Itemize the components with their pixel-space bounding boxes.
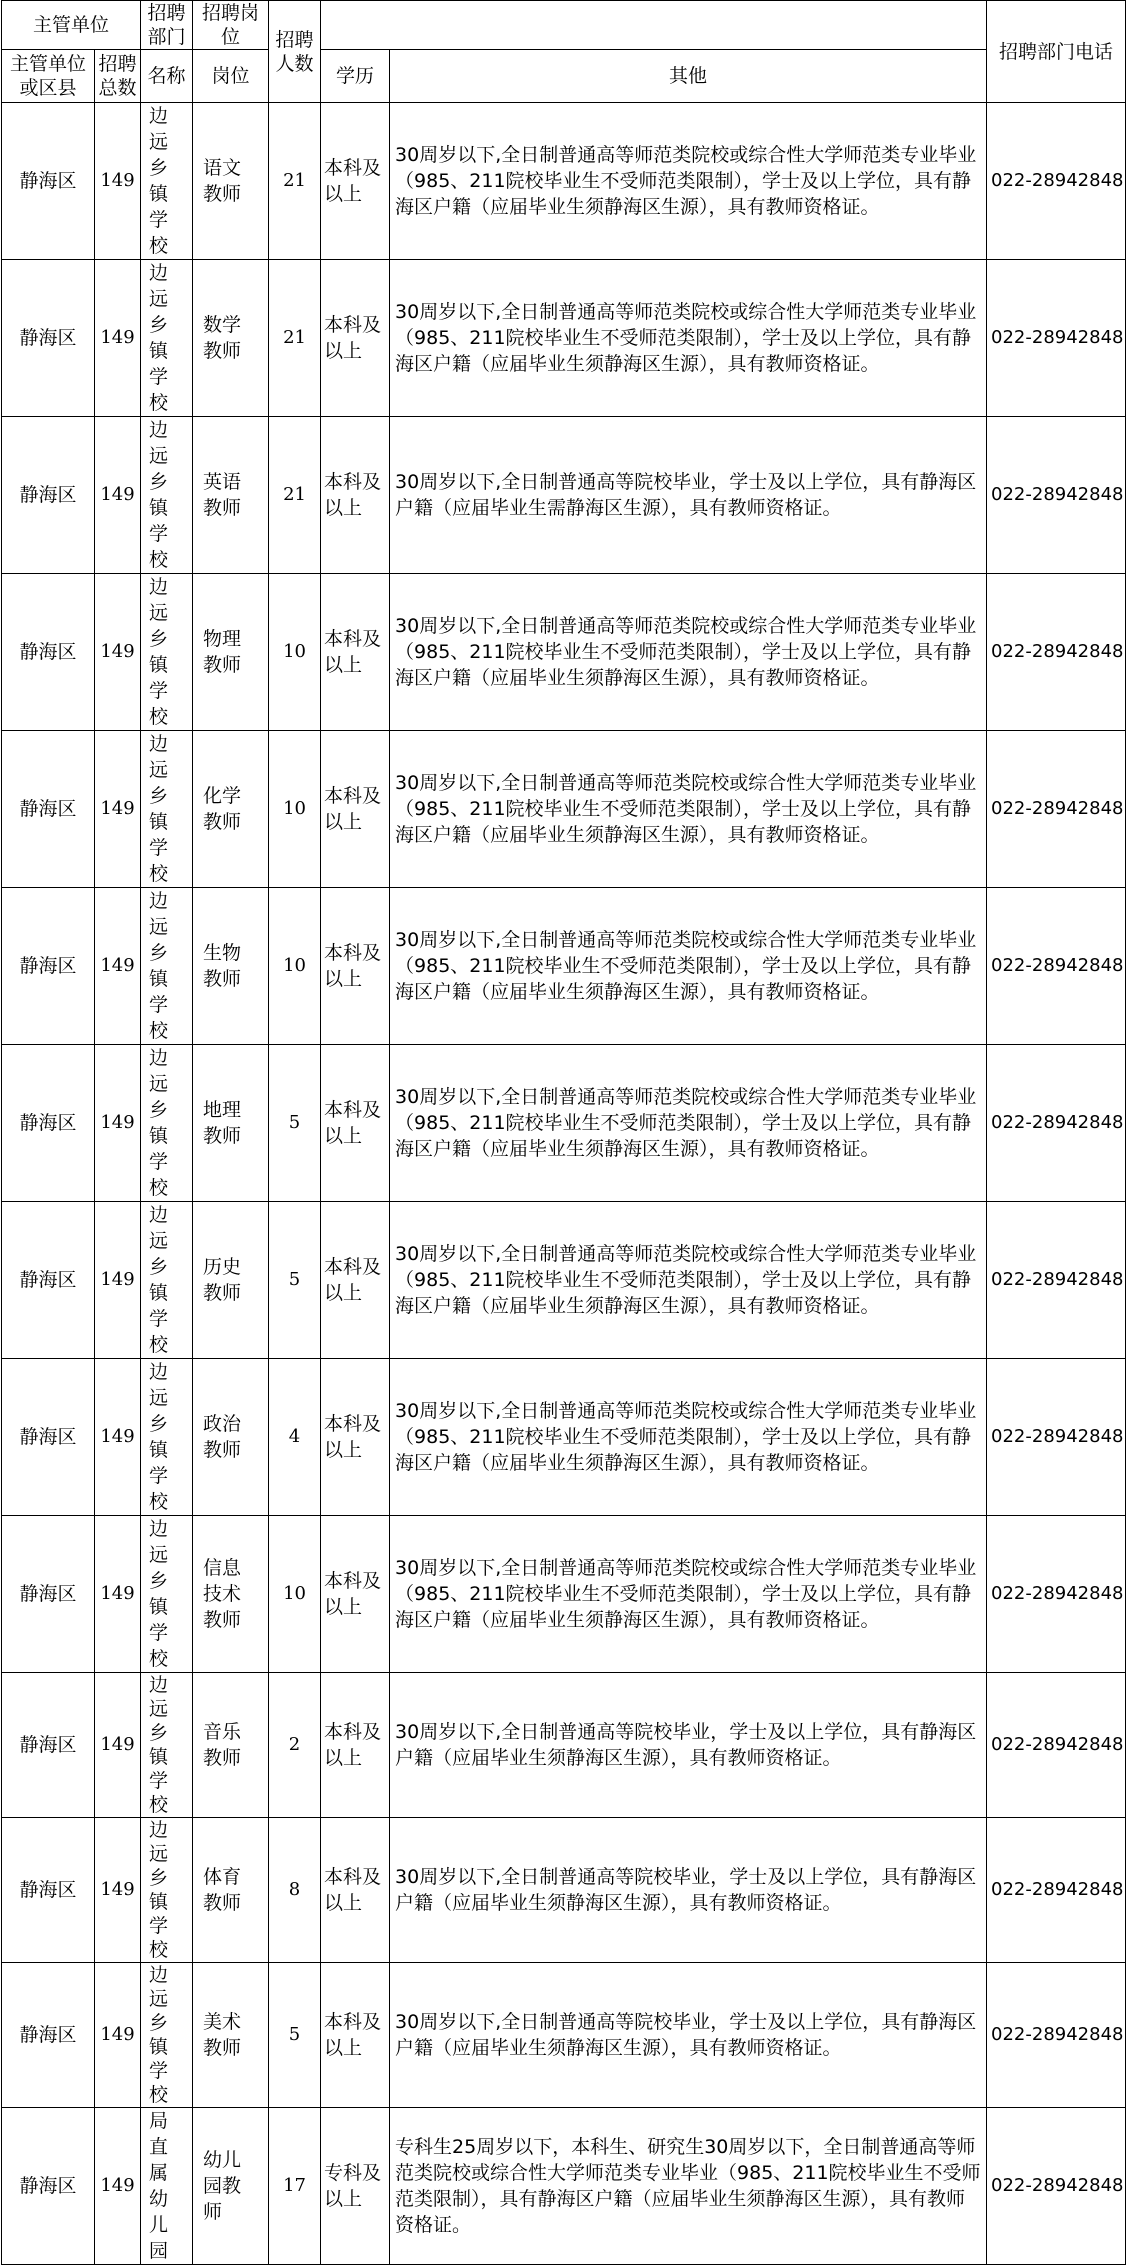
- cell-education: 本科及以上: [321, 888, 390, 1045]
- cell-education: 本科及以上: [321, 731, 390, 888]
- cell-education: 本科及以上: [321, 260, 390, 417]
- cell-other: 30周岁以下,全日制普通高等师范类院校或综合性大学师范类专业毕业（985、211院校毕业生不受师范类限制），学士及以上学位，具有静海区户籍（应届毕业生须静海区生源），具有教师资格证。: [390, 888, 987, 1045]
- cell-post: 历史教师: [193, 1202, 269, 1359]
- cell-count: 5: [269, 1202, 321, 1359]
- cell-total: 149: [95, 1359, 141, 1516]
- cell-post: 英语教师: [193, 417, 269, 574]
- table-row: [2, 417, 1126, 574]
- header-dept-group: 招聘部门: [141, 1, 193, 50]
- header-phone: 招聘部门电话: [987, 1, 1126, 103]
- header-supervisor-unit: 主管单位或区县: [2, 50, 95, 103]
- table-row: [2, 260, 1126, 417]
- cell-education: 本科及以上: [321, 417, 390, 574]
- cell-total: 149: [95, 574, 141, 731]
- header-supervisor-group: 主管单位: [2, 1, 141, 50]
- cell-district: 静海区: [2, 417, 95, 574]
- cell-phone: 022-28942848: [987, 1516, 1126, 1673]
- cell-post: 化学教师: [193, 731, 269, 888]
- cell-dept-name: 局直属幼儿园: [141, 2108, 193, 2265]
- cell-other: 专科生25周岁以下，本科生、研究生30周岁以下，全日制普通高等师范类院校或综合性大学师范类专业毕业（985、211院校毕业生不受师范类限制），具有静海区户籍（应届毕业生须静海区生源），具有教师资格证。: [390, 2108, 987, 2265]
- table-row: [2, 1045, 1126, 1202]
- table-row: [2, 1202, 1126, 1359]
- cell-total: 149: [95, 1202, 141, 1359]
- cell-district: 静海区: [2, 1673, 95, 1818]
- cell-phone: 022-28942848: [987, 2108, 1126, 2265]
- cell-dept-name: 边远乡镇学校: [141, 1202, 193, 1359]
- cell-post: 生物教师: [193, 888, 269, 1045]
- cell-dept-name: 边远乡镇学校: [141, 1516, 193, 1673]
- cell-other: 30周岁以下,全日制普通高等师范类院校或综合性大学师范类专业毕业（985、211院校毕业生不受师范类限制），学士及以上学位，具有静海区户籍（应届毕业生须静海区生源），具有教师资格证。: [390, 1202, 987, 1359]
- cell-dept-name: 边远乡镇学校: [141, 574, 193, 731]
- cell-dept-name: 边远乡镇学校: [141, 888, 193, 1045]
- cell-phone: 022-28942848: [987, 1202, 1126, 1359]
- cell-count: 10: [269, 888, 321, 1045]
- cell-phone: 022-28942848: [987, 1673, 1126, 1818]
- cell-education: 专科及以上: [321, 2108, 390, 2265]
- cell-other: 30周岁以下,全日制普通高等师范类院校或综合性大学师范类专业毕业（985、211院校毕业生不受师范类限制），学士及以上学位，具有静海区户籍（应届毕业生须静海区生源），具有教师资格证。: [390, 1516, 987, 1673]
- header-blank: [321, 1, 987, 50]
- cell-total: 149: [95, 260, 141, 417]
- cell-post: 体育教师: [193, 1818, 269, 1963]
- cell-education: 本科及以上: [321, 1818, 390, 1963]
- cell-count: 2: [269, 1673, 321, 1818]
- cell-post: 地理教师: [193, 1045, 269, 1202]
- cell-count: 17: [269, 2108, 321, 2265]
- header-count: 招聘人数: [269, 1, 321, 103]
- table-row: [2, 888, 1126, 1045]
- cell-phone: 022-28942848: [987, 1818, 1126, 1963]
- cell-dept-name: 边远乡镇学校: [141, 103, 193, 260]
- cell-total: 149: [95, 1673, 141, 1818]
- cell-total: 149: [95, 1818, 141, 1963]
- cell-district: 静海区: [2, 1202, 95, 1359]
- cell-district: 静海区: [2, 1963, 95, 2108]
- header-education: 学历: [321, 50, 390, 103]
- cell-phone: 022-28942848: [987, 574, 1126, 731]
- cell-education: 本科及以上: [321, 1963, 390, 2108]
- header-row-1: [2, 1, 1126, 50]
- cell-count: 8: [269, 1818, 321, 1963]
- cell-dept-name: 边远乡镇学校: [141, 1963, 193, 2108]
- cell-dept-name: 边远乡镇学校: [141, 417, 193, 574]
- cell-count: 21: [269, 103, 321, 260]
- cell-count: 10: [269, 1516, 321, 1673]
- cell-education: 本科及以上: [321, 1516, 390, 1673]
- cell-post: 音乐教师: [193, 1673, 269, 1818]
- cell-post: 政治教师: [193, 1359, 269, 1516]
- cell-post: 语文教师: [193, 103, 269, 260]
- cell-count: 21: [269, 417, 321, 574]
- cell-total: 149: [95, 1516, 141, 1673]
- cell-district: 静海区: [2, 103, 95, 260]
- cell-post: 数学教师: [193, 260, 269, 417]
- cell-count: 10: [269, 731, 321, 888]
- cell-phone: 022-28942848: [987, 1359, 1126, 1516]
- table-row: [2, 2108, 1126, 2265]
- cell-count: 5: [269, 1045, 321, 1202]
- cell-other: 30周岁以下,全日制普通高等师范类院校或综合性大学师范类专业毕业（985、211院校毕业生不受师范类限制），学士及以上学位，具有静海区户籍（应届毕业生须静海区生源），具有教师资格证。: [390, 731, 987, 888]
- cell-dept-name: 边远乡镇学校: [141, 731, 193, 888]
- cell-phone: 022-28942848: [987, 731, 1126, 888]
- cell-total: 149: [95, 888, 141, 1045]
- cell-phone: 022-28942848: [987, 260, 1126, 417]
- cell-district: 静海区: [2, 731, 95, 888]
- cell-district: 静海区: [2, 1818, 95, 1963]
- cell-phone: 022-28942848: [987, 1045, 1126, 1202]
- cell-district: 静海区: [2, 1516, 95, 1673]
- cell-total: 149: [95, 1045, 141, 1202]
- cell-dept-name: 边远乡镇学校: [141, 1359, 193, 1516]
- cell-phone: 022-28942848: [987, 417, 1126, 574]
- cell-education: 本科及以上: [321, 1045, 390, 1202]
- header-post-group: 招聘岗位: [193, 1, 269, 50]
- cell-count: 10: [269, 574, 321, 731]
- table-row: [2, 1963, 1126, 2108]
- cell-district: 静海区: [2, 888, 95, 1045]
- table-row: [2, 574, 1126, 731]
- cell-district: 静海区: [2, 260, 95, 417]
- cell-district: 静海区: [2, 1359, 95, 1516]
- cell-education: 本科及以上: [321, 1673, 390, 1818]
- cell-total: 149: [95, 1963, 141, 2108]
- cell-dept-name: 边远乡镇学校: [141, 1673, 193, 1818]
- cell-other: 30周岁以下,全日制普通高等师范类院校或综合性大学师范类专业毕业（985、211院校毕业生不受师范类限制），学士及以上学位，具有静海区户籍（应届毕业生须静海区生源），具有教师资格证。: [390, 1359, 987, 1516]
- cell-other: 30周岁以下,全日制普通高等师范类院校或综合性大学师范类专业毕业（985、211院校毕业生不受师范类限制），学士及以上学位，具有静海区户籍（应届毕业生须静海区生源），具有教师资格证。: [390, 574, 987, 731]
- table-row: [2, 1673, 1126, 1818]
- cell-other: 30周岁以下,全日制普通高等院校毕业，学士及以上学位，具有静海区户籍（应届毕业生须静海区生源），具有教师资格证。: [390, 1673, 987, 1818]
- cell-phone: 022-28942848: [987, 1963, 1126, 2108]
- cell-count: 4: [269, 1359, 321, 1516]
- table-row: [2, 103, 1126, 260]
- cell-education: 本科及以上: [321, 1202, 390, 1359]
- header-name: 名称: [141, 50, 193, 103]
- cell-district: 静海区: [2, 574, 95, 731]
- cell-other: 30周岁以下,全日制普通高等院校毕业，学士及以上学位，具有静海区户籍（应届毕业生需静海区生源），具有教师资格证。: [390, 417, 987, 574]
- cell-phone: 022-28942848: [987, 103, 1126, 260]
- cell-education: 本科及以上: [321, 1359, 390, 1516]
- table-row: [2, 1359, 1126, 1516]
- cell-other: 30周岁以下,全日制普通高等院校毕业，学士及以上学位，具有静海区户籍（应届毕业生须静海区生源），具有教师资格证。: [390, 1963, 987, 2108]
- cell-post: 美术教师: [193, 1963, 269, 2108]
- cell-education: 本科及以上: [321, 574, 390, 731]
- header-total: 招聘总数: [95, 50, 141, 103]
- cell-dept-name: 边远乡镇学校: [141, 1045, 193, 1202]
- cell-total: 149: [95, 417, 141, 574]
- cell-total: 149: [95, 731, 141, 888]
- cell-other: 30周岁以下,全日制普通高等院校毕业，学士及以上学位，具有静海区户籍（应届毕业生须静海区生源），具有教师资格证。: [390, 1818, 987, 1963]
- cell-post: 幼儿园教师: [193, 2108, 269, 2265]
- cell-other: 30周岁以下,全日制普通高等师范类院校或综合性大学师范类专业毕业（985、211院校毕业生不受师范类限制），学士及以上学位，具有静海区户籍（应届毕业生须静海区生源），具有教师资格证。: [390, 260, 987, 417]
- cell-dept-name: 边远乡镇学校: [141, 260, 193, 417]
- header-row-2: [2, 50, 1126, 103]
- table-row: [2, 1818, 1126, 1963]
- cell-other: 30周岁以下,全日制普通高等师范类院校或综合性大学师范类专业毕业（985、211院校毕业生不受师范类限制），学士及以上学位，具有静海区户籍（应届毕业生须静海区生源），具有教师资格证。: [390, 103, 987, 260]
- cell-other: 30周岁以下,全日制普通高等师范类院校或综合性大学师范类专业毕业（985、211院校毕业生不受师范类限制），学士及以上学位，具有静海区户籍（应届毕业生须静海区生源），具有教师资格证。: [390, 1045, 987, 1202]
- cell-count: 21: [269, 260, 321, 417]
- table-row: [2, 731, 1126, 888]
- cell-total: 149: [95, 2108, 141, 2265]
- cell-district: 静海区: [2, 2108, 95, 2265]
- cell-phone: 022-28942848: [987, 888, 1126, 1045]
- table-row: [2, 1516, 1126, 1673]
- header-other: 其他: [390, 50, 987, 103]
- cell-total: 149: [95, 103, 141, 260]
- header-post: 岗位: [193, 50, 269, 103]
- cell-dept-name: 边远乡镇学校: [141, 1818, 193, 1963]
- cell-post: 物理教师: [193, 574, 269, 731]
- recruitment-table: [1, 0, 1126, 2265]
- cell-count: 5: [269, 1963, 321, 2108]
- cell-education: 本科及以上: [321, 103, 390, 260]
- cell-district: 静海区: [2, 1045, 95, 1202]
- cell-post: 信息技术教师: [193, 1516, 269, 1673]
